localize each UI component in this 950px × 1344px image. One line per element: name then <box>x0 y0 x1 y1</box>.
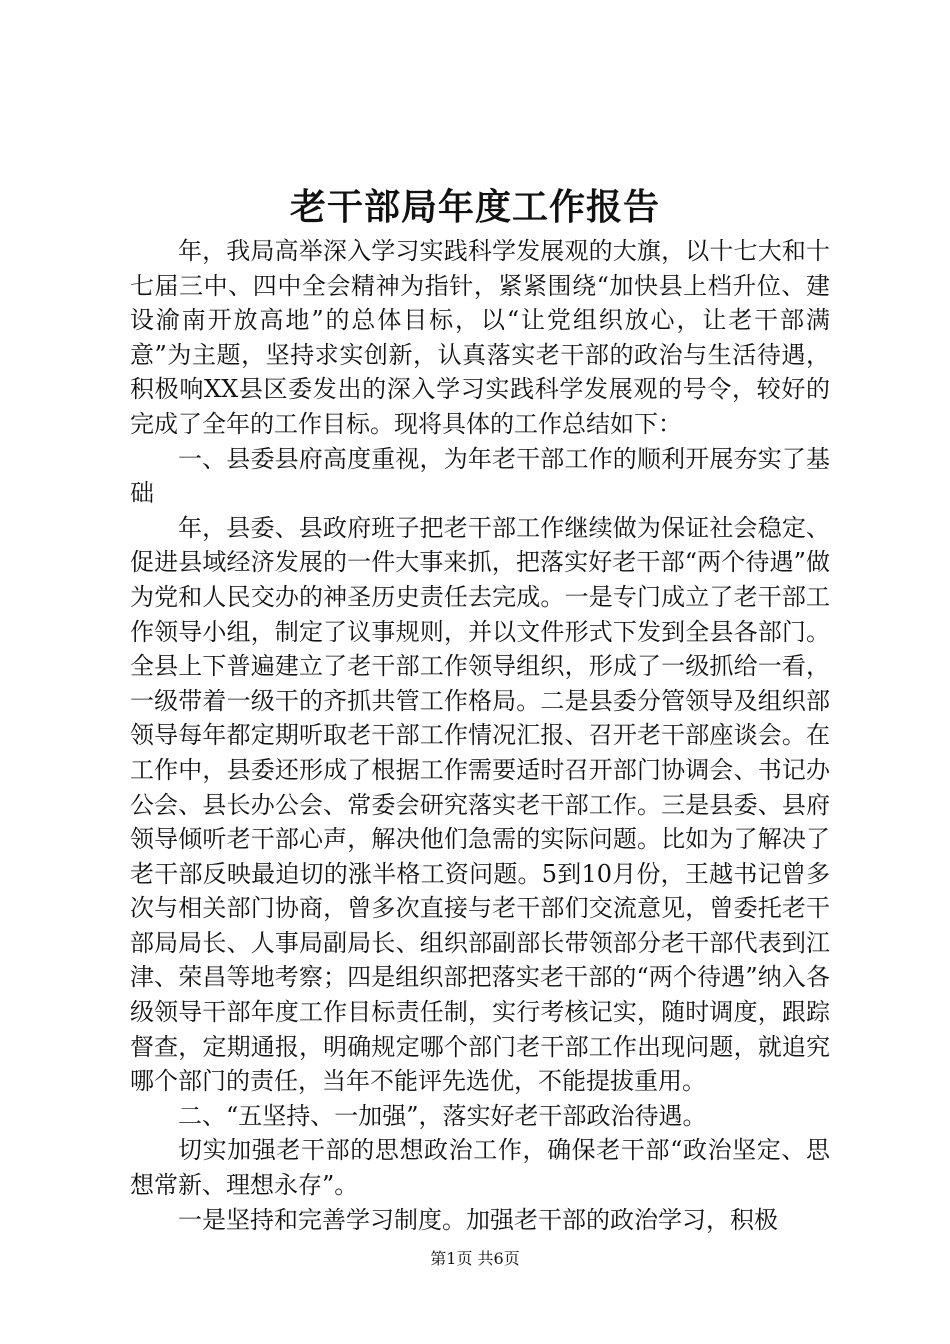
document-body <box>130 234 830 1237</box>
page-footer: 第1页 共6页 <box>430 1249 520 1268</box>
paragraph-section-1: 年，县委、县政府班子把老干部工作继续做为保证社会稳定、促进县域经济发展的一件大事来抓，把落实好老干部“两个待遇”做为党和人民交办的神圣历史责任去完成。一是专门成立了老干部工作领导小组，制定了议事规则，并以文件形式下发到全县各部门。全县上下普遍建立了老干部工作领导组织，形成了一级抓给一看，一级带着一级干的齐抓共管工作格局。二是县委分管领导及组织部领导每年都定期听取老干部工作情况汇报、召开老干部座谈会。在工作中，县委还形成了根据工作需要适时召开部门协调会、书记办公会、县长办公会、常委会研究落实老干部工作。三是县委、县府领导倾听老干部心声，解决他们急需的实际问题。比如为了解决了老干部反映最迫切的涨半格工资问题。5到10月份，王越书记曾多次与相关部门协商，曾多次直接与老干部们交流意见，曾委托老干部局局长、人事局副局长、组织部副部长带领部分老干部代表到江津、荣昌等地考察；四是组织部把落实老干部的“两个待遇”纳入各级领导干部年度工作目标责任制，实行考核记实，随时调度，跟踪督查，定期通报，明确规定哪个部门老干部工作出现问题，就追究哪个部门的责任，当年不能评先选优，不能提拔重用。 <box>130 513 830 1096</box>
paragraph-section-2-intro: 切实加强老干部的思想政治工作，确保老干部“政治坚定、思想常新、理想永存”。 <box>130 1136 830 1200</box>
paragraph-section-2-item-1: 一是坚持和完善学习制度。加强老干部的政治学习，积极 <box>178 1205 778 1234</box>
section-heading-1: 一、县委县府高度重视，为年老干部工作的顺利开展夯实了基础 <box>130 444 830 508</box>
document-title: 老干部局年度工作报告 <box>289 186 660 228</box>
paragraph-intro: 年，我局高举深入学习实践科学发展观的大旗，以十七大和十七届三中、四中全会精神为指针，紧紧围绕“加快县上档升位、建设渝南开放高地”的总体目标，以“让党组织放心，让老干部满意”为主题，坚持求实创新，认真落实老干部的政治与生活待遇，积极响XX县区委发出的深入学习实践科学发展观的号令，较好的完成了全年的工作目标。现将具体的工作总结如下： <box>130 237 830 438</box>
section-heading-2: 二、“五坚持、一加强”，落实好老干部政治待遇。 <box>178 1101 707 1130</box>
